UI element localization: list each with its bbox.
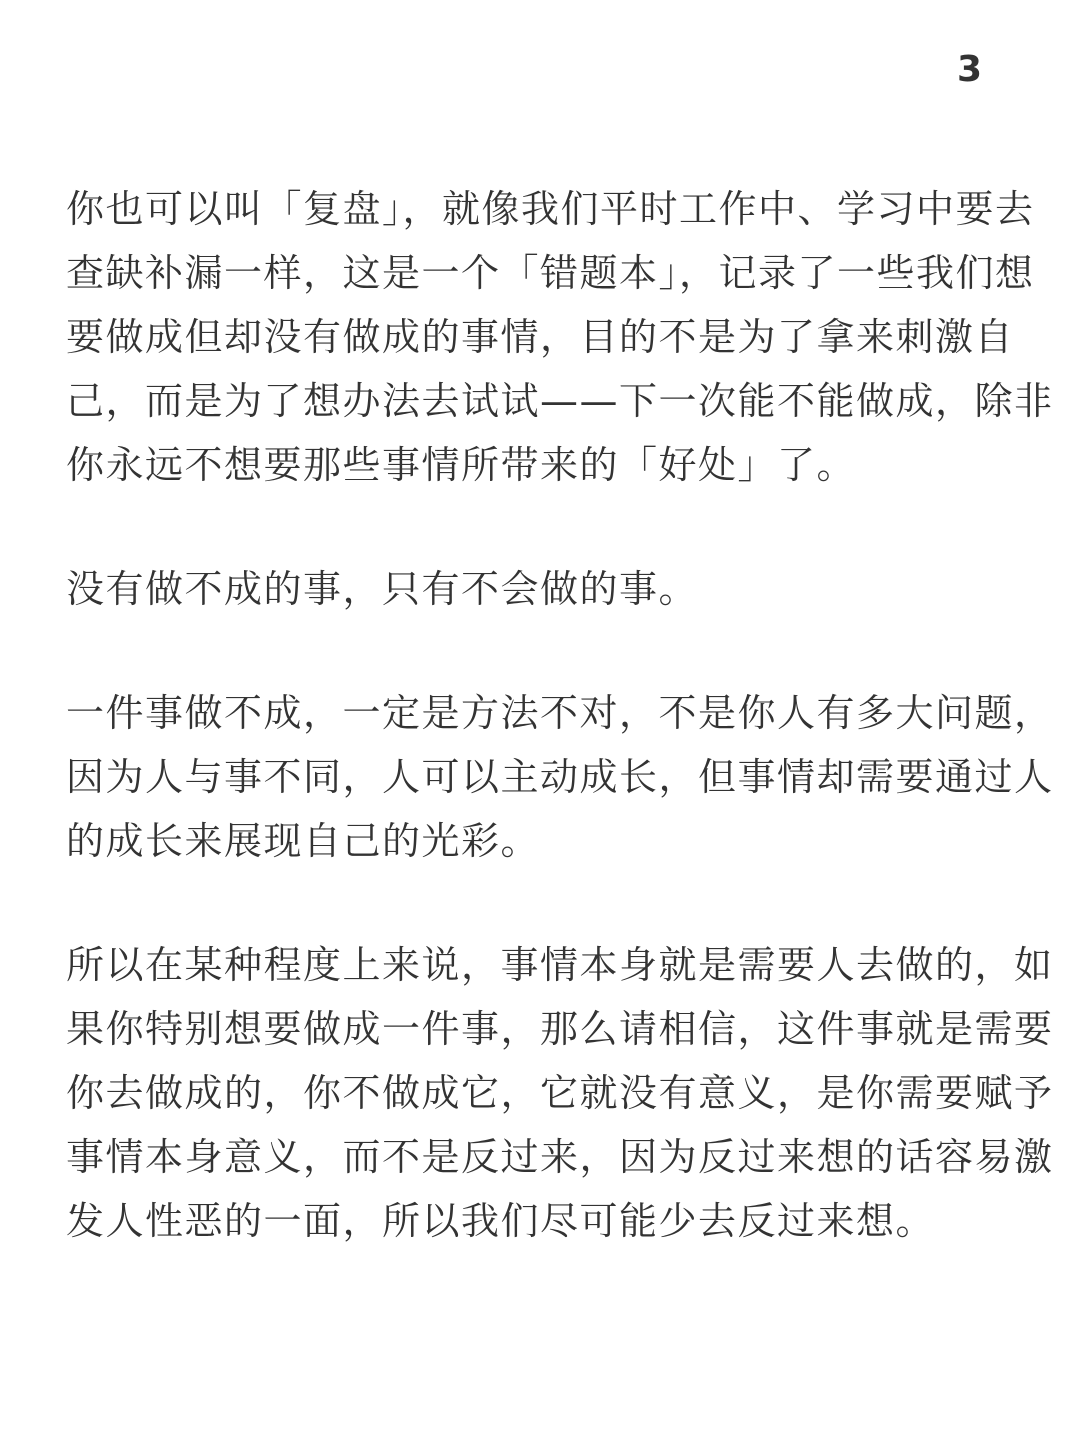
- text-line: 因为人与事不同，人可以主动成长，但事情却需要通过人: [66, 755, 1054, 799]
- text-line: 己，而是为了想办法去试试——下一次能不能做成，除非: [66, 379, 1054, 423]
- text-line: 的成长来展现自己的光彩。: [66, 819, 541, 863]
- text-line: 一件事做不成，一定是方法不对，不是你人有多大问题，: [66, 691, 1054, 735]
- paragraph-method: [66, 681, 1054, 873]
- text-line: 事情本身意义，而不是反过来，因为反过来想的话容易激: [66, 1135, 1054, 1179]
- text-line: 果你特别想要做成一件事，那么请相信，这件事就是需要: [66, 1007, 1054, 1051]
- text-line: 发人性恶的一面，所以我们尽可能少去反过来想。: [66, 1199, 936, 1243]
- text-line: 你去做成的，你不做成它，它就没有意义，是你需要赋予: [66, 1071, 1054, 1115]
- text-line: 没有做不成的事，只有不会做的事。: [66, 567, 699, 611]
- text-line: 所以在某种程度上来说，事情本身就是需要人去做的，如: [66, 943, 1054, 987]
- article-body: [66, 177, 1054, 1313]
- text-line: 你也可以叫「复盘」，就像我们平时工作中、学习中要去: [66, 187, 1035, 231]
- paragraph-meaning: [66, 933, 1054, 1253]
- paragraph-review: [66, 177, 1054, 497]
- text-line: 查缺补漏一样，这是一个「错题本」，记录了一些我们想: [66, 251, 1035, 295]
- text-line: 要做成但却没有做成的事情，目的不是为了拿来刺激自: [66, 315, 1015, 359]
- page-number: 3: [956, 49, 982, 90]
- paragraph-nothing-impossible: [66, 557, 1016, 621]
- text-line: 你永远不想要那些事情所带来的「好处」了。: [66, 443, 857, 487]
